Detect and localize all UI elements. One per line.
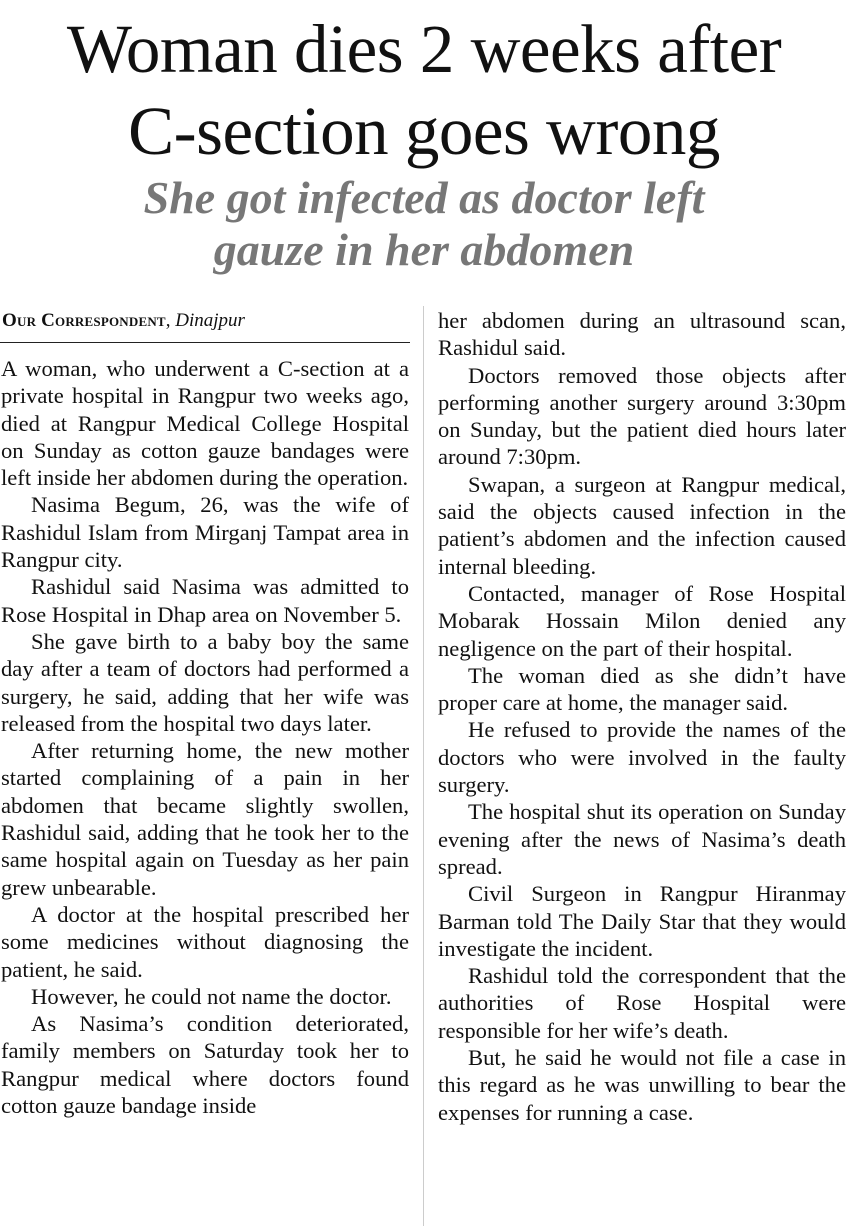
paragraph: He refused to provide the names of the doctors who were involved in the faulty surgery. bbox=[438, 717, 846, 798]
byline-place: Dinajpur bbox=[175, 310, 245, 331]
paragraph-continued: her abdomen during an ultrasound scan, Rashidul said. bbox=[438, 308, 846, 361]
column-divider bbox=[423, 306, 424, 1226]
paragraph: After returning home, the new mother started complaining of a pain in her abdomen that became slightly swollen, Rashidul said, adding that he took her to the same hospital again on Tuesday as her pain grew unbearable. bbox=[1, 738, 409, 900]
article-column-right bbox=[438, 307, 846, 1126]
headline-line-1: Woman dies 2 weeks after bbox=[66, 11, 782, 87]
paragraph: Rashidul said Nasima was admitted to Rose Hospital in Dhap area on November 5. bbox=[1, 574, 409, 627]
article-column-left bbox=[1, 355, 409, 1119]
paragraph: However, he could not name the doctor. bbox=[31, 983, 392, 1009]
byline-rule bbox=[0, 342, 410, 343]
subheadline-line-1: She got infected as doctor left bbox=[143, 172, 705, 223]
paragraph: But, he said he would not file a case in this regard as he was unwilling to bear the expenses for running a case. bbox=[438, 1045, 846, 1125]
paragraph: Doctors removed those objects after performing another surgery around 3:30pm on Sunday, but the patient died hours later around 7:30pm. bbox=[438, 362, 846, 470]
paragraph: As Nasima’s condition deteriorated, family members on Saturday took her to Rangpur medical where doctors found cotton gauze bandage inside bbox=[1, 1011, 409, 1119]
paragraph: The woman died as she didn’t have proper care at home, the manager said. bbox=[438, 662, 846, 716]
byline-separator: , bbox=[165, 310, 176, 331]
byline bbox=[2, 309, 408, 333]
paragraph: Nasima Begum, 26, was the wife of Rashidul Islam from Mirganj Tampat area in Rangpur city. bbox=[1, 492, 409, 573]
paragraph: Civil Surgeon in Rangpur Hiranmay Barman told The Daily Star that they would investigate the incident. bbox=[438, 881, 846, 961]
paragraph: Swapan, a surgeon at Rangpur medical, said the objects caused infection in the patient’s abdomen and the infection caused internal bleeding. bbox=[438, 471, 846, 579]
paragraph: She gave birth to a baby boy the same day after a team of doctors had performed a surgery, he said, adding that her wife was released from the hospital two days later. bbox=[1, 628, 409, 736]
paragraph: A woman, who underwent a C-section at a private hospital in Rangpur two weeks ago, died at Rangpur Medical College Hospital on Sunday as cotton gauze bandages were left inside her abdomen during the operation. bbox=[1, 356, 409, 491]
subheadline bbox=[0, 172, 848, 276]
paragraph: Rashidul told the correspondent that the authorities of Rose Hospital were responsible for her wife’s death. bbox=[438, 963, 846, 1043]
paragraph: Contacted, manager of Rose Hospital Mobarak Hossain Milon denied any negligence on the part of their hospital. bbox=[438, 580, 846, 661]
byline-name: Our Correspondent bbox=[2, 310, 166, 331]
paragraph: The hospital shut its operation on Sunday evening after the news of Nasima’s death spread. bbox=[438, 799, 846, 879]
subheadline-line-2: gauze in her abdomen bbox=[213, 224, 635, 275]
headline-line-2: C-section goes wrong bbox=[128, 93, 720, 169]
paragraph: A doctor at the hospital prescribed her some medicines without diagnosing the patient, he said. bbox=[1, 901, 409, 982]
headline bbox=[0, 8, 848, 172]
